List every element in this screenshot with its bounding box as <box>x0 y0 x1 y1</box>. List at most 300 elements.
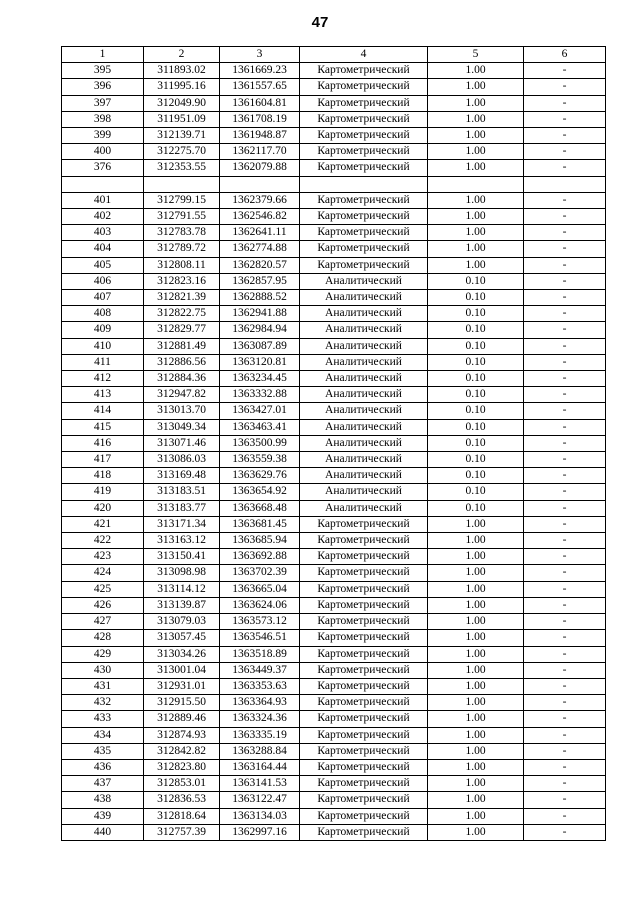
table-cell: Аналитический <box>300 338 428 354</box>
table-cell: 1363546.51 <box>220 630 300 646</box>
table-cell: Аналитический <box>300 371 428 387</box>
table-cell: 435 <box>62 743 144 759</box>
table-row <box>62 484 606 500</box>
table-cell: 312889.46 <box>144 711 220 727</box>
table-cell: - <box>524 371 606 387</box>
table-cell: 1362117.70 <box>220 144 300 160</box>
table-cell: 1363134.03 <box>220 808 300 824</box>
table-cell <box>300 176 428 192</box>
table-cell: Аналитический <box>300 273 428 289</box>
table-cell: 1.00 <box>428 160 524 176</box>
table-row <box>62 95 606 111</box>
column-header: 1 <box>62 47 144 63</box>
table-cell: Аналитический <box>300 419 428 435</box>
table-cell: 312757.39 <box>144 824 220 840</box>
table-cell: - <box>524 468 606 484</box>
table-cell: - <box>524 824 606 840</box>
table-cell: - <box>524 727 606 743</box>
table-cell <box>428 176 524 192</box>
table-cell: 395 <box>62 63 144 79</box>
table-cell: 312874.93 <box>144 727 220 743</box>
table-cell: 430 <box>62 662 144 678</box>
table-cell: Картометрический <box>300 581 428 597</box>
table-row <box>62 435 606 451</box>
table-row <box>62 160 606 176</box>
table-cell: 437 <box>62 776 144 792</box>
table-cell: - <box>524 354 606 370</box>
table-cell: Аналитический <box>300 435 428 451</box>
table-cell: 1.00 <box>428 792 524 808</box>
table-cell: 402 <box>62 209 144 225</box>
table-cell: - <box>524 160 606 176</box>
table-cell: Картометрический <box>300 79 428 95</box>
table-cell: 1363324.36 <box>220 711 300 727</box>
table-cell: - <box>524 63 606 79</box>
table-cell: 312823.80 <box>144 759 220 775</box>
table-cell: 1361708.19 <box>220 111 300 127</box>
table-cell: 434 <box>62 727 144 743</box>
table-cell: 1.00 <box>428 630 524 646</box>
table-cell: - <box>524 743 606 759</box>
table-cell: Аналитический <box>300 484 428 500</box>
table-cell: Аналитический <box>300 452 428 468</box>
table-cell: 313114.12 <box>144 581 220 597</box>
table-row <box>62 662 606 678</box>
table-cell: 412 <box>62 371 144 387</box>
table-row <box>62 776 606 792</box>
table-cell: 312842.82 <box>144 743 220 759</box>
table-cell: 432 <box>62 695 144 711</box>
table-cell: 312884.36 <box>144 371 220 387</box>
table-cell: Картометрический <box>300 727 428 743</box>
table-cell: 396 <box>62 79 144 95</box>
table-cell: 400 <box>62 144 144 160</box>
table-cell: 1363120.81 <box>220 354 300 370</box>
table-cell: 429 <box>62 646 144 662</box>
table-cell: 431 <box>62 678 144 694</box>
table-cell: 1362941.88 <box>220 306 300 322</box>
table-row <box>62 808 606 824</box>
table-cell: - <box>524 79 606 95</box>
table-cell: Аналитический <box>300 500 428 516</box>
table-cell: 1363234.45 <box>220 371 300 387</box>
table-cell: 312791.55 <box>144 209 220 225</box>
table-cell <box>524 176 606 192</box>
table-cell: 313034.26 <box>144 646 220 662</box>
table-cell: Картометрический <box>300 63 428 79</box>
table-cell: 424 <box>62 565 144 581</box>
table-cell: 1363685.94 <box>220 533 300 549</box>
table-cell: Аналитический <box>300 387 428 403</box>
table-cell: 411 <box>62 354 144 370</box>
table-row <box>62 371 606 387</box>
table-cell: - <box>524 808 606 824</box>
table-cell: 0.10 <box>428 484 524 500</box>
table-cell: 1.00 <box>428 257 524 273</box>
table-cell: - <box>524 322 606 338</box>
table-cell: 1362774.88 <box>220 241 300 257</box>
table-row <box>62 241 606 257</box>
table-row <box>62 111 606 127</box>
table-cell: 313071.46 <box>144 435 220 451</box>
coordinates-table <box>61 46 606 841</box>
table-cell: - <box>524 776 606 792</box>
table-cell: - <box>524 273 606 289</box>
table-cell: 1.00 <box>428 516 524 532</box>
table-cell: - <box>524 614 606 630</box>
table-cell: 313057.45 <box>144 630 220 646</box>
table-cell: Картометрический <box>300 565 428 581</box>
table-cell: 1363288.84 <box>220 743 300 759</box>
table-row <box>62 322 606 338</box>
table-cell: 1363668.48 <box>220 500 300 516</box>
table-cell: Картометрический <box>300 662 428 678</box>
table-row <box>62 419 606 435</box>
table-cell: 428 <box>62 630 144 646</box>
table-cell: Картометрический <box>300 533 428 549</box>
table-row <box>62 290 606 306</box>
table-cell: 1.00 <box>428 759 524 775</box>
table-cell: 0.10 <box>428 338 524 354</box>
table-cell: 312049.90 <box>144 95 220 111</box>
table-row <box>62 614 606 630</box>
table-body <box>62 63 606 841</box>
table-cell: 1.00 <box>428 646 524 662</box>
table-cell: 1363624.06 <box>220 597 300 613</box>
table-cell: - <box>524 695 606 711</box>
table-cell: Картометрический <box>300 209 428 225</box>
table-cell: Картометрический <box>300 743 428 759</box>
table-cell: Аналитический <box>300 403 428 419</box>
table-cell <box>144 176 220 192</box>
table-cell: 1363141.53 <box>220 776 300 792</box>
table-cell: - <box>524 435 606 451</box>
table-cell: Картометрический <box>300 192 428 208</box>
table-cell: - <box>524 581 606 597</box>
table-cell: 0.10 <box>428 371 524 387</box>
table-cell: 407 <box>62 290 144 306</box>
table-cell: 440 <box>62 824 144 840</box>
table-cell: 0.10 <box>428 468 524 484</box>
table-cell: - <box>524 128 606 144</box>
table-cell: Картометрический <box>300 759 428 775</box>
table-cell: 312789.72 <box>144 241 220 257</box>
table-cell: Картометрический <box>300 597 428 613</box>
table-cell: 1.00 <box>428 144 524 160</box>
table-cell: 313001.04 <box>144 662 220 678</box>
table-cell: 312818.64 <box>144 808 220 824</box>
table-cell: 1.00 <box>428 95 524 111</box>
table-cell: - <box>524 516 606 532</box>
table-cell: 401 <box>62 192 144 208</box>
table-cell: 313183.77 <box>144 500 220 516</box>
table-cell: 0.10 <box>428 290 524 306</box>
table-cell: 1.00 <box>428 662 524 678</box>
table-cell: 408 <box>62 306 144 322</box>
table-cell: 420 <box>62 500 144 516</box>
table-cell: 1.00 <box>428 581 524 597</box>
table-cell: 1363573.12 <box>220 614 300 630</box>
table-row <box>62 759 606 775</box>
table-cell: 1.00 <box>428 549 524 565</box>
table-cell: 312886.56 <box>144 354 220 370</box>
table-cell: 312853.01 <box>144 776 220 792</box>
table-cell: - <box>524 241 606 257</box>
table-cell: 1363681.45 <box>220 516 300 532</box>
table-cell: 1.00 <box>428 695 524 711</box>
table-row <box>62 273 606 289</box>
table-cell: - <box>524 792 606 808</box>
table-row <box>62 79 606 95</box>
table-cell: 1362546.82 <box>220 209 300 225</box>
table-row <box>62 354 606 370</box>
table-row <box>62 678 606 694</box>
table-cell: Аналитический <box>300 468 428 484</box>
table-cell: 1363122.47 <box>220 792 300 808</box>
table-cell: Картометрический <box>300 111 428 127</box>
table-row <box>62 468 606 484</box>
table-row <box>62 257 606 273</box>
table-cell: 1.00 <box>428 776 524 792</box>
table-cell: - <box>524 387 606 403</box>
table-cell: 312881.49 <box>144 338 220 354</box>
table-cell: 415 <box>62 419 144 435</box>
table-cell: 417 <box>62 452 144 468</box>
column-header: 5 <box>428 47 524 63</box>
table-cell: 406 <box>62 273 144 289</box>
table-cell: 311893.02 <box>144 63 220 79</box>
table-cell: 422 <box>62 533 144 549</box>
table-cell: 312821.39 <box>144 290 220 306</box>
table-cell: 0.10 <box>428 322 524 338</box>
table-cell: 1361669.23 <box>220 63 300 79</box>
table-cell: 313150.41 <box>144 549 220 565</box>
table-cell: 312783.78 <box>144 225 220 241</box>
table-cell: - <box>524 257 606 273</box>
table-cell: 312947.82 <box>144 387 220 403</box>
table-cell: 0.10 <box>428 403 524 419</box>
table-cell: 312915.50 <box>144 695 220 711</box>
table-row <box>62 192 606 208</box>
table-cell: 312829.77 <box>144 322 220 338</box>
table-cell: 313183.51 <box>144 484 220 500</box>
table-cell: - <box>524 209 606 225</box>
table-cell: 1.00 <box>428 111 524 127</box>
table-cell: 1363559.38 <box>220 452 300 468</box>
table-cell: 1363629.76 <box>220 468 300 484</box>
table-cell: 1363449.37 <box>220 662 300 678</box>
table-cell: 1361557.65 <box>220 79 300 95</box>
table-cell: 423 <box>62 549 144 565</box>
table-cell: - <box>524 111 606 127</box>
table-cell: 312836.53 <box>144 792 220 808</box>
table-cell: Картометрический <box>300 144 428 160</box>
table-cell: - <box>524 662 606 678</box>
table-cell: 312275.70 <box>144 144 220 160</box>
table-cell: 397 <box>62 95 144 111</box>
table-cell: 1361948.87 <box>220 128 300 144</box>
table-cell: 405 <box>62 257 144 273</box>
table-cell: Аналитический <box>300 306 428 322</box>
table-cell: 376 <box>62 160 144 176</box>
page-number: 47 <box>311 14 329 31</box>
table-row <box>62 144 606 160</box>
table-cell: 1361604.81 <box>220 95 300 111</box>
table-cell: 426 <box>62 597 144 613</box>
table-cell: 1363164.44 <box>220 759 300 775</box>
table-cell: 1362079.88 <box>220 160 300 176</box>
column-header: 3 <box>220 47 300 63</box>
table-cell: 313163.12 <box>144 533 220 549</box>
table-cell: 313049.34 <box>144 419 220 435</box>
table-cell: 313086.03 <box>144 452 220 468</box>
table-cell: Картометрический <box>300 160 428 176</box>
table-row <box>62 500 606 516</box>
table-cell: - <box>524 225 606 241</box>
table-row <box>62 630 606 646</box>
table-cell: 1.00 <box>428 533 524 549</box>
table-cell: 312353.55 <box>144 160 220 176</box>
table-cell: 313171.34 <box>144 516 220 532</box>
table-cell: 1.00 <box>428 128 524 144</box>
table-cell: Картометрический <box>300 792 428 808</box>
table-cell: 1363087.89 <box>220 338 300 354</box>
table-row <box>62 516 606 532</box>
table-cell: 313098.98 <box>144 565 220 581</box>
table-cell: 0.10 <box>428 273 524 289</box>
table-row <box>62 565 606 581</box>
table-cell: 403 <box>62 225 144 241</box>
column-header: 2 <box>144 47 220 63</box>
table-row <box>62 452 606 468</box>
table-cell: 410 <box>62 338 144 354</box>
table-cell: - <box>524 711 606 727</box>
table-cell: - <box>524 306 606 322</box>
table-cell: 413 <box>62 387 144 403</box>
table-cell: - <box>524 290 606 306</box>
table-cell: 1363692.88 <box>220 549 300 565</box>
table-cell: - <box>524 646 606 662</box>
table-cell: - <box>524 759 606 775</box>
table-cell: 1363702.39 <box>220 565 300 581</box>
table-cell: - <box>524 144 606 160</box>
table-cell: 0.10 <box>428 500 524 516</box>
table-cell: - <box>524 95 606 111</box>
table-row <box>62 128 606 144</box>
table-cell: 1363500.99 <box>220 435 300 451</box>
table-row <box>62 792 606 808</box>
table-cell: Картометрический <box>300 695 428 711</box>
table-cell: Картометрический <box>300 241 428 257</box>
table-cell: 313079.03 <box>144 614 220 630</box>
table-cell: 312822.75 <box>144 306 220 322</box>
table-row <box>62 711 606 727</box>
table-row <box>62 824 606 840</box>
table-cell <box>62 176 144 192</box>
table-cell: Картометрический <box>300 711 428 727</box>
table-cell: 1.00 <box>428 63 524 79</box>
table-header-row <box>62 47 606 63</box>
table-cell: 1363518.89 <box>220 646 300 662</box>
table-cell: 1.00 <box>428 225 524 241</box>
table-cell: 1.00 <box>428 743 524 759</box>
table-cell: Картометрический <box>300 516 428 532</box>
table-cell: 1.00 <box>428 824 524 840</box>
table-cell: - <box>524 192 606 208</box>
table-cell: 0.10 <box>428 387 524 403</box>
table-cell: Картометрический <box>300 614 428 630</box>
table-cell: 312808.11 <box>144 257 220 273</box>
table-cell: 399 <box>62 128 144 144</box>
table-cell: Аналитический <box>300 354 428 370</box>
table-cell: - <box>524 403 606 419</box>
table-cell: 0.10 <box>428 435 524 451</box>
table-row <box>62 387 606 403</box>
table-cell: 312931.01 <box>144 678 220 694</box>
table-cell: 1363353.63 <box>220 678 300 694</box>
table-cell: 418 <box>62 468 144 484</box>
table-row <box>62 533 606 549</box>
table-cell: - <box>524 452 606 468</box>
table-cell: - <box>524 419 606 435</box>
table-cell: - <box>524 565 606 581</box>
table-cell: 1362888.52 <box>220 290 300 306</box>
table-row <box>62 743 606 759</box>
table-cell: 1.00 <box>428 79 524 95</box>
table-cell: 1362857.95 <box>220 273 300 289</box>
table-cell: 1.00 <box>428 727 524 743</box>
table-cell: 312799.15 <box>144 192 220 208</box>
table-cell: 1362379.66 <box>220 192 300 208</box>
table-cell: 1362984.94 <box>220 322 300 338</box>
table-cell: Картометрический <box>300 549 428 565</box>
table-cell: Картометрический <box>300 630 428 646</box>
table-cell: 1.00 <box>428 565 524 581</box>
table-cell: 312139.71 <box>144 128 220 144</box>
table-cell: - <box>524 549 606 565</box>
table-row <box>62 597 606 613</box>
table-cell: 1363364.93 <box>220 695 300 711</box>
table-cell: 1362997.16 <box>220 824 300 840</box>
table-cell: - <box>524 484 606 500</box>
table-cell: 1363463.41 <box>220 419 300 435</box>
table-cell: 421 <box>62 516 144 532</box>
table-cell: Картометрический <box>300 646 428 662</box>
table-cell: 419 <box>62 484 144 500</box>
table-cell: 1362641.11 <box>220 225 300 241</box>
table-cell: 439 <box>62 808 144 824</box>
table-row <box>62 225 606 241</box>
table-cell: 313169.48 <box>144 468 220 484</box>
table-cell: Картометрический <box>300 824 428 840</box>
table-row <box>62 176 606 192</box>
table-cell: 1.00 <box>428 711 524 727</box>
table-cell: 438 <box>62 792 144 808</box>
table-row <box>62 338 606 354</box>
table-row <box>62 695 606 711</box>
table-cell: 1362820.57 <box>220 257 300 273</box>
table-cell: 311995.16 <box>144 79 220 95</box>
table-cell: - <box>524 533 606 549</box>
table-cell: 427 <box>62 614 144 630</box>
table-cell: 1.00 <box>428 192 524 208</box>
table-cell: 0.10 <box>428 306 524 322</box>
column-header: 4 <box>300 47 428 63</box>
table-row <box>62 646 606 662</box>
table-cell: 1363332.88 <box>220 387 300 403</box>
table-cell: 312823.16 <box>144 273 220 289</box>
table-cell: 1363654.92 <box>220 484 300 500</box>
